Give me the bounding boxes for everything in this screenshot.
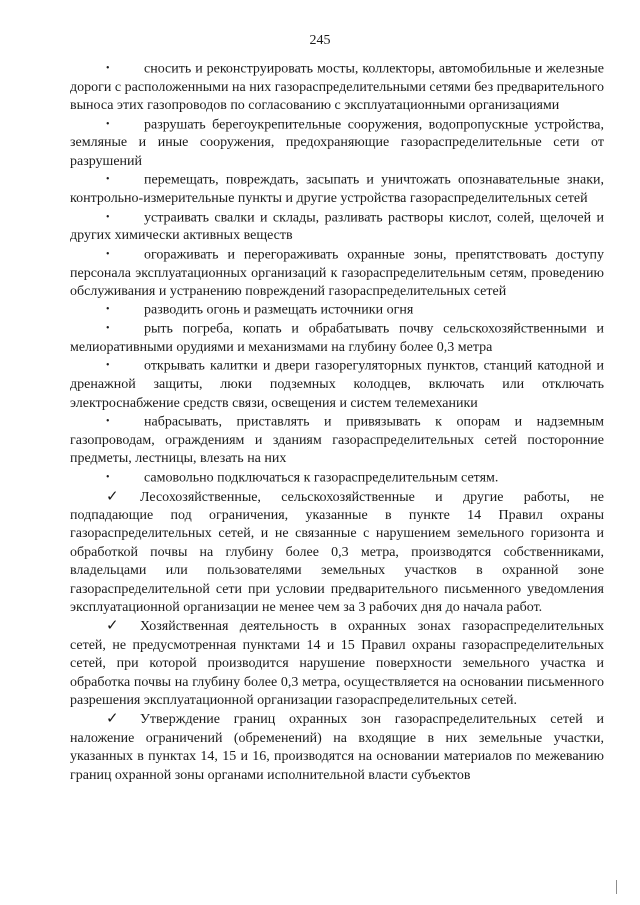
paragraph-text: Утверждение границ охранных зон газораспределительных сетей и наложение ограничений (обременений) на входящие в них земельные участки, указанных в пунктах 14, 15 и 16, производятся на основании материалов по межеванию границ охранной зоны органами исполнительной власти субъектов bbox=[70, 712, 604, 783]
bullet-icon: • bbox=[106, 63, 110, 74]
scan-margin-mark bbox=[616, 880, 617, 894]
paragraph-text: разводить огонь и размещать источники огня bbox=[144, 302, 414, 318]
bullet-icon: • bbox=[106, 211, 110, 223]
list-item-bullet bbox=[70, 413, 604, 469]
list-item-check bbox=[70, 710, 604, 785]
document-body bbox=[70, 60, 604, 785]
bullet-icon: • bbox=[106, 416, 110, 428]
bullet-icon: • bbox=[106, 174, 110, 186]
bullet-icon: • bbox=[106, 471, 110, 483]
list-item-bullet bbox=[70, 469, 604, 488]
list-item-bullet bbox=[70, 357, 604, 413]
paragraph-text: устраивать свалки и склады, разливать растворы кислот, солей, щелочей и других химически активных веществ bbox=[70, 209, 604, 244]
paragraph-text: самовольно подключаться к газораспределительным сетям. bbox=[144, 470, 499, 486]
checkmark-icon: ✓ bbox=[106, 618, 119, 635]
list-item-check bbox=[70, 488, 604, 618]
list-item-check bbox=[70, 617, 604, 710]
page-number: 245 bbox=[309, 33, 331, 48]
paragraph-text: сносить и реконструировать мосты, коллекторы, автомобильные и железные дороги с расположенными на них газораспределительными сетями без предварительного выноса этих газопроводов по согласованию с эксплуатационными организациями bbox=[70, 61, 604, 114]
checkmark-icon: ✓ bbox=[106, 488, 119, 505]
list-item-bullet bbox=[70, 209, 604, 246]
paragraph-text: перемещать, повреждать, засыпать и уничтожать опознавательные знаки, контрольно-измерительные пункты и другие устройства газораспределительных сетей bbox=[70, 172, 604, 207]
paragraph-text: разрушать берегоукрепительные сооружения, водопропускные устройства, земляные и иные сооружения, предохраняющие газораспределительные сети от разрушений bbox=[70, 117, 604, 169]
paragraph-text: рыть погреба, копать и обрабатывать почву сельскохозяйственными и мелиоративными орудиями и механизмами на глубину более 0,3 метра bbox=[70, 321, 604, 356]
paragraph-text: Хозяйственная деятельность в охранных зонах газораспределительных сетей, не предусмотренная пунктами 14 и 15 Правил охраны газораспределительных сетей, при которой производится нарушение поверхности земельного участка и обработка почвы на глубину более 0,3 метра, осуществляется на основании письменного разрешения эксплуатационной организации газораспределительных сетей. bbox=[70, 619, 604, 709]
list-item-bullet bbox=[70, 320, 604, 357]
list-item-bullet bbox=[70, 171, 604, 208]
list-item-bullet bbox=[70, 60, 604, 116]
paragraph-text: набрасывать, приставлять и привязывать к опорам и надземным газопроводам, ограждениям и зданиям газораспределительных сетей посторонние предметы, лестницы, влезать на них bbox=[70, 414, 604, 467]
bullet-icon: • bbox=[106, 118, 110, 130]
list-item-bullet bbox=[70, 301, 604, 320]
list-item-bullet bbox=[70, 116, 604, 172]
paragraph-text: Лесохозяйственные, сельскохозяйственные и другие работы, не подпадающие под ограничения, указанные в пункте 14 Правил охраны газораспределительных сетей, и не связанные с нарушением земельного горизонта и обработкой почвы на глубину более 0,3 метра, производятся собственниками, владельцами или пользователями земельных участков в охранной зоне газораспределительной сети при условии предварительного письменного уведомления эксплуатационной организации не менее чем за 3 рабочих дня до начала работ. bbox=[70, 489, 604, 615]
bullet-icon: • bbox=[106, 323, 110, 335]
bullet-icon: • bbox=[106, 248, 110, 260]
list-item-bullet bbox=[70, 246, 604, 302]
checkmark-icon: ✓ bbox=[106, 711, 119, 728]
bullet-icon: • bbox=[106, 304, 110, 316]
paragraph-text: огораживать и перегораживать охранные зоны, препятствовать доступу персонала эксплуатационных организаций к газораспределительным сетям, проведению обслуживания и устранению повреждений газораспределительных сетей bbox=[70, 247, 604, 299]
bullet-icon: • bbox=[106, 360, 110, 372]
paragraph-text: открывать калитки и двери газорегуляторных пунктов, станций катодной и дренажной защиты, люки подземных колодцев, включать или отключать электроснабжение средств связи, освещения и систем телемеханики bbox=[70, 358, 604, 411]
